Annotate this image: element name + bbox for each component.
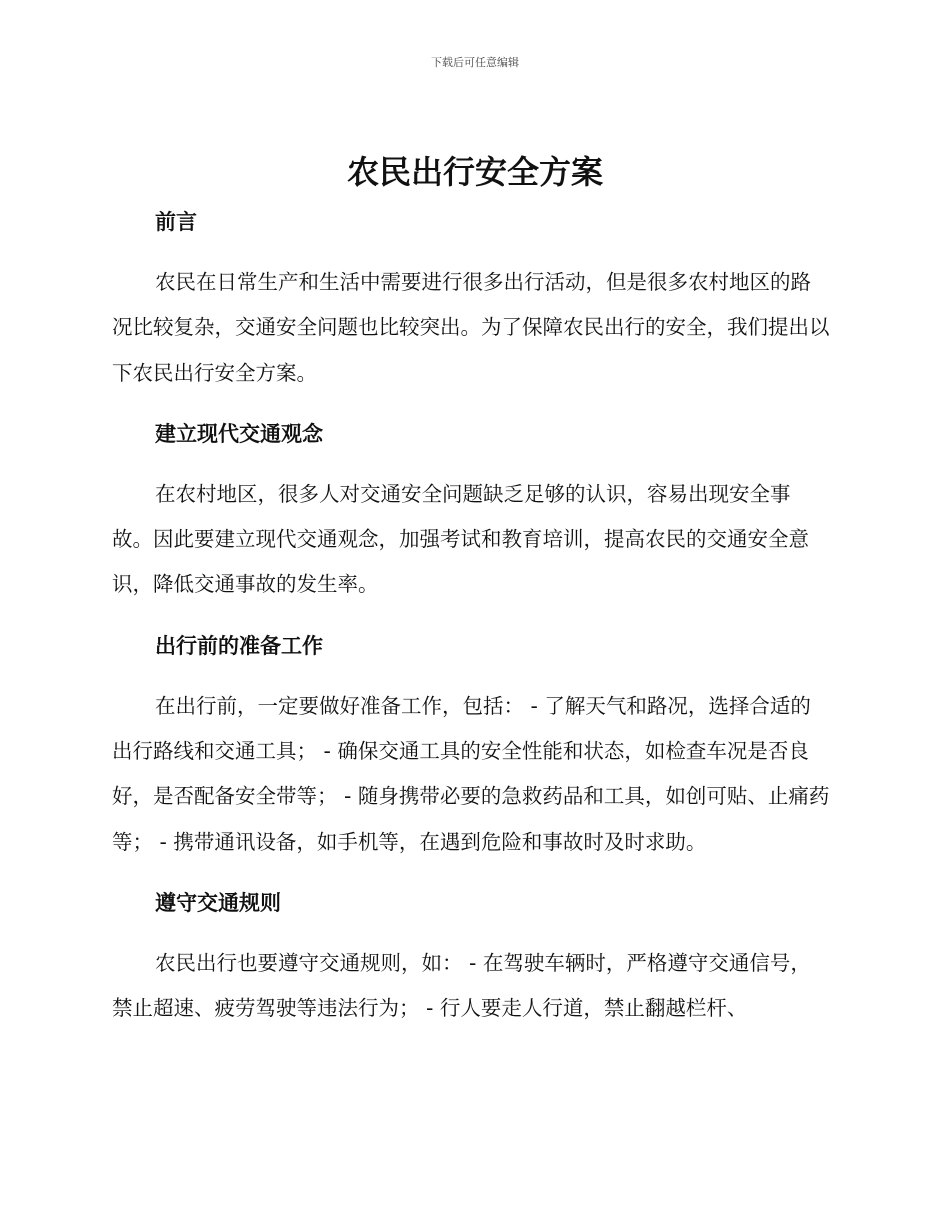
section-heading-preface: 前言 xyxy=(155,210,197,234)
page-header-note: 下载后可任意编辑 xyxy=(431,56,519,69)
section-heading-modern-traffic-concept: 建立现代交通观念 xyxy=(155,421,323,446)
section-paragraph-modern-traffic-concept: 在农村地区，很多人对交通安全问题缺乏足够的认识，容易出现安全事故。因此要建立现代交通观念，加强考试和教育培训，提高农民的交通安全意识，降低交通事故的发生率。 xyxy=(112,481,809,597)
section-heading-traffic-rules: 遵守交通规则 xyxy=(155,890,281,915)
document-title: 农民出行安全方案 xyxy=(346,153,603,191)
section-heading-preparation: 出行前的准备工作 xyxy=(155,633,323,658)
section-paragraph-preparation: 在出行前，一定要做好准备工作，包括： - 了解天气和路况，选择合适的出行路线和交通工具； - 确保交通工具的安全性能和状态，如检查车况是否良好，是否配备安全带等； - 随身携带必要的急救药品和工具，如创可贴、止痛药等； - 携带通讯设备，如手机等，在遇到危险和事故时及时求助。 xyxy=(112,693,830,854)
document-body xyxy=(112,203,830,1032)
section-paragraph-traffic-rules: 农民出行也要遵守交通规则，如： - 在驾驶车辆时，严格遵守交通信号，禁止超速、疲劳驾驶等违法行为； - 行人要走人行道，禁止翻越栏杆、 xyxy=(112,950,811,1021)
section-paragraph-preface: 农民在日常生产和生活中需要进行很多出行活动，但是很多农村地区的路况比较复杂，交通安全问题也比较突出。为了保障农民出行的安全，我们提出以下农民出行安全方案。 xyxy=(112,270,830,385)
